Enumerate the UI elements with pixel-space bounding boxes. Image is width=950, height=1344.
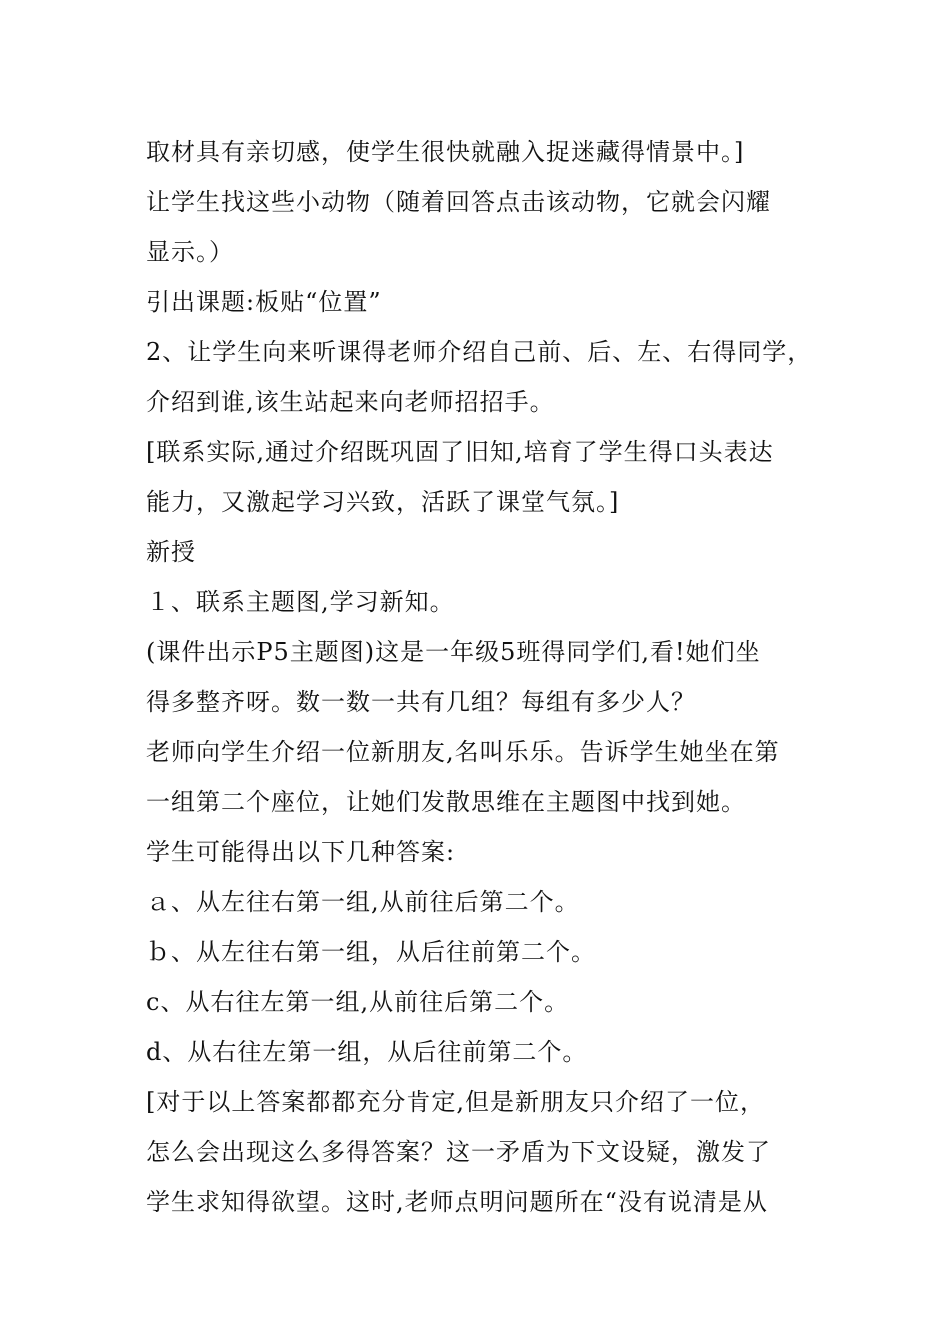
- text-line: 引出课题:板贴“位置”: [146, 288, 382, 316]
- text-line: 老师向学生介绍一位新朋友,名叫乐乐。告诉学生她坐在第: [146, 738, 780, 766]
- list-item: ａ、从左往右第一组,从前往后第二个。: [146, 888, 580, 916]
- text-line: 显示。）: [146, 238, 234, 266]
- text-line: 介绍到谁,该生站起来向老师招招手。: [146, 388, 555, 416]
- text-line: 怎么会出现这么多得答案？这一矛盾为下文设疑，激发了: [146, 1138, 771, 1166]
- list-item: ｂ、从左往右第一组，从后往前第二个。: [146, 938, 596, 966]
- section-heading: 新授: [146, 538, 196, 566]
- text-line: 得多整齐呀。数一数一共有几组？每组有多少人？: [146, 688, 696, 716]
- text-line: (课件出示P5主题图)这是一年级5班得同学们,看!她们坐: [146, 638, 761, 666]
- text-line: [联系实际,通过介绍既巩固了旧知,培育了学生得口头表达: [146, 438, 774, 466]
- text-line: 2、让学生向来听课得老师介绍自己前、后、左、右得同学，: [146, 338, 813, 366]
- text-line: 一组第二个座位，让她们发散思维在主题图中找到她。: [146, 788, 746, 816]
- text-line: 让学生找这些小动物（随着回答点击该动物，它就会闪耀: [146, 188, 771, 216]
- text-line: [对于以上答案都都充分肯定,但是新朋友只介绍了一位，: [146, 1088, 765, 1116]
- body-text: [146, 127, 816, 1227]
- list-item: d、从右往左第一组，从后往前第二个。: [146, 1038, 588, 1066]
- text-line: 学生可能得出以下几种答案:: [146, 838, 456, 866]
- text-line: 取材具有亲切感，使学生很快就融入捉迷藏得情景中。]: [146, 138, 745, 166]
- text-line: 学生求知得欲望。这时,老师点明问题所在“没有说清是从: [146, 1188, 768, 1216]
- list-item: c、从右往左第一组,从前往后第二个。: [146, 988, 570, 1016]
- text-line: 能力，又激起学习兴致，活跃了课堂气氛。]: [146, 488, 620, 516]
- text-line: １、联系主题图,学习新知。: [146, 588, 455, 616]
